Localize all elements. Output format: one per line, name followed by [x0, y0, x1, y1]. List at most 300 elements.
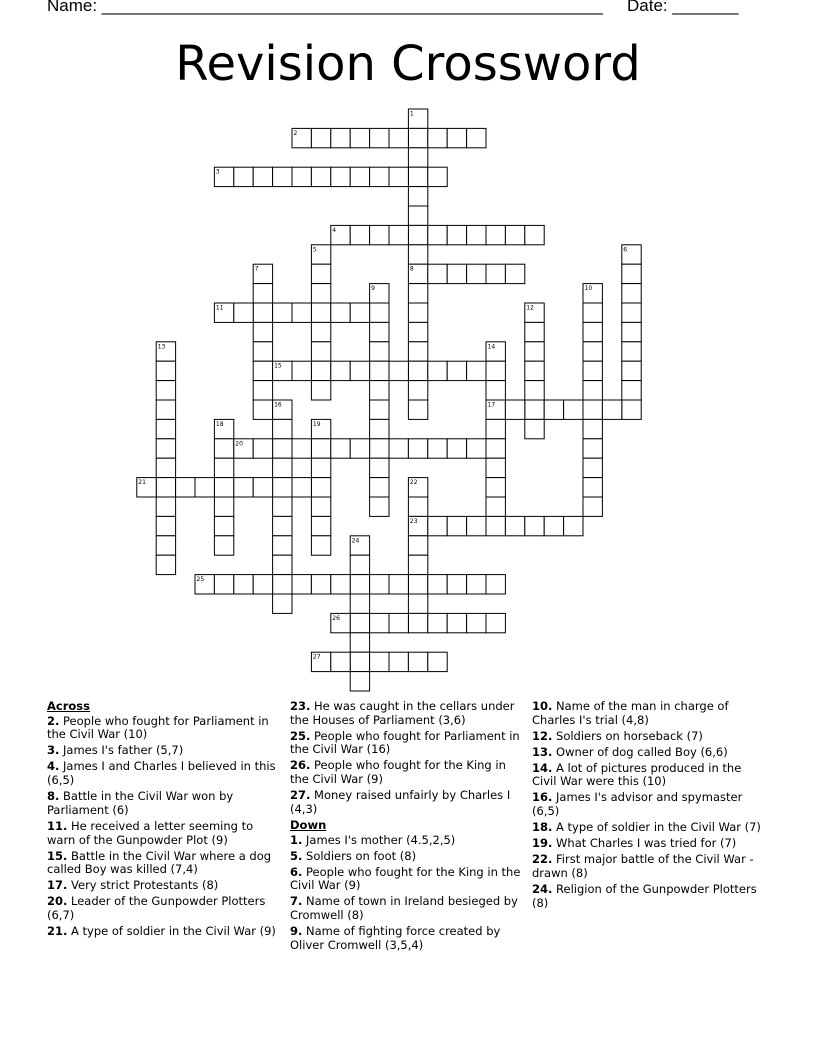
- grid-cell[interactable]: [331, 303, 350, 322]
- grid-cell[interactable]: [156, 400, 175, 419]
- grid-cell[interactable]: [273, 536, 292, 555]
- grid-cell[interactable]: [622, 342, 641, 361]
- clue-text: Name of the man in charge of Charles I's trial (4,8): [532, 699, 729, 727]
- grid-cell[interactable]: [370, 400, 389, 419]
- grid-cell[interactable]: [350, 555, 369, 574]
- clue-text: Soldiers on foot (8): [302, 848, 417, 863]
- clue-number: 18.: [532, 820, 553, 835]
- grid-cell[interactable]: [350, 439, 369, 458]
- grid-cell[interactable]: [525, 322, 544, 341]
- grid-cell[interactable]: [389, 361, 408, 380]
- grid-cell[interactable]: [408, 497, 427, 516]
- clue-text: Religion of the Gunpowder Plotters (8): [532, 881, 757, 910]
- grid-cell[interactable]: [156, 536, 175, 555]
- grid-cell[interactable]: [311, 439, 330, 458]
- grid-cell[interactable]: [370, 128, 389, 147]
- grid-cell[interactable]: [370, 361, 389, 380]
- grid-cell[interactable]: [370, 167, 389, 186]
- grid-cell[interactable]: [447, 128, 466, 147]
- grid-cell[interactable]: [350, 303, 369, 322]
- grid-cell[interactable]: [156, 478, 175, 497]
- clue-across: [47, 925, 277, 939]
- clue-text: Leader of the Gunpowder Plotters (6,7): [47, 894, 266, 922]
- clue-number: 20.: [47, 894, 68, 909]
- grid-cell[interactable]: [428, 264, 447, 283]
- grid-cell[interactable]: [311, 322, 330, 341]
- grid-cell[interactable]: [447, 439, 466, 458]
- grid-cell[interactable]: [428, 128, 447, 147]
- clue-text: Battle in the Civil War won by Parliament (6): [47, 789, 234, 817]
- grid-cell[interactable]: [195, 478, 214, 497]
- grid-cell[interactable]: [408, 284, 427, 303]
- grid-cell[interactable]: [447, 516, 466, 535]
- clue-down: [532, 883, 762, 910]
- grid-cell[interactable]: [234, 167, 253, 186]
- grid-cell[interactable]: [408, 439, 427, 458]
- clue-text: Battle in the Civil War where a dog called Boy was killed (7,4): [47, 848, 272, 877]
- grid-cell[interactable]: [467, 225, 486, 244]
- grid-cell[interactable]: [234, 478, 253, 497]
- grid-cell[interactable]: [564, 516, 583, 535]
- grid-cell[interactable]: [292, 439, 311, 458]
- grid-cell[interactable]: [273, 419, 292, 438]
- grid-cell[interactable]: [370, 478, 389, 497]
- grid-cell[interactable]: [602, 400, 621, 419]
- grid-cell[interactable]: [311, 167, 330, 186]
- grid-cell[interactable]: [311, 478, 330, 497]
- grid-cell[interactable]: [389, 439, 408, 458]
- grid-cell[interactable]: [467, 361, 486, 380]
- clue-number: 26.: [290, 758, 311, 773]
- grid-cell[interactable]: [350, 594, 369, 613]
- grid-cell[interactable]: [564, 400, 583, 419]
- grid-cell[interactable]: [273, 167, 292, 186]
- clue-text: Money raised unfairly by Charles I (4,3): [290, 788, 511, 816]
- grid-cell[interactable]: [486, 497, 505, 516]
- grid-cell[interactable]: [370, 303, 389, 322]
- grid-cell[interactable]: [622, 361, 641, 380]
- down-heading: Down: [290, 817, 327, 832]
- grid-cell[interactable]: [214, 575, 233, 594]
- grid-cell[interactable]: [486, 361, 505, 380]
- clue-number: 17.: [47, 878, 68, 893]
- grid-cell[interactable]: [408, 303, 427, 322]
- grid-cell[interactable]: [292, 361, 311, 380]
- clue-number-25: 25: [196, 576, 205, 584]
- grid-cell[interactable]: [311, 342, 330, 361]
- clue-number-2: 2: [293, 129, 298, 137]
- grid-cell[interactable]: [622, 303, 641, 322]
- grid-cell[interactable]: [156, 458, 175, 477]
- clue-number: 12.: [532, 728, 553, 743]
- grid-cell[interactable]: [214, 458, 233, 477]
- date-field[interactable]: Date: _______: [627, 0, 739, 15]
- grid-cell[interactable]: [389, 167, 408, 186]
- grid-cell[interactable]: [311, 575, 330, 594]
- grid-cell[interactable]: [389, 225, 408, 244]
- clue-text: He was caught in the cellars under the Houses of Parliament (3,6): [290, 699, 515, 727]
- clue-number-23: 23: [409, 517, 418, 525]
- grid-cell[interactable]: [505, 516, 524, 535]
- clue-across: [47, 790, 277, 817]
- clue-across: [47, 760, 277, 787]
- grid-cell[interactable]: [583, 458, 602, 477]
- grid-cell[interactable]: [389, 613, 408, 632]
- grid-cell[interactable]: [447, 225, 466, 244]
- grid-cell[interactable]: [467, 575, 486, 594]
- clue-text: A lot of pictures produced in the Civil War were this (10): [532, 760, 742, 789]
- grid-cell[interactable]: [370, 575, 389, 594]
- clue-number-19: 19: [312, 420, 321, 428]
- grid-cell[interactable]: [505, 225, 524, 244]
- grid-cell[interactable]: [486, 458, 505, 477]
- clue-number-4: 4: [332, 226, 337, 234]
- clue-text: People who fought for the King in the Civil War (9): [290, 864, 521, 893]
- grid-cell[interactable]: [428, 575, 447, 594]
- grid-cell[interactable]: [505, 264, 524, 283]
- clues-section: [47, 700, 787, 1000]
- grid-cell[interactable]: [214, 536, 233, 555]
- grid-cell[interactable]: [544, 516, 563, 535]
- grid-cell[interactable]: [350, 225, 369, 244]
- clue-down: [532, 746, 762, 760]
- grid-cell[interactable]: [583, 497, 602, 516]
- grid-cell[interactable]: [505, 400, 524, 419]
- grid-cell[interactable]: [525, 381, 544, 400]
- grid-cell[interactable]: [408, 536, 427, 555]
- grid-cell[interactable]: [408, 128, 427, 147]
- grid-cell[interactable]: [273, 594, 292, 613]
- grid-cell[interactable]: [331, 167, 350, 186]
- clue-across: [47, 895, 277, 922]
- grid-cell[interactable]: [253, 575, 272, 594]
- grid-cell[interactable]: [350, 613, 369, 632]
- clue-number: 14.: [532, 760, 553, 775]
- grid-cell[interactable]: [408, 342, 427, 361]
- clue-down: [532, 853, 762, 880]
- grid-cell[interactable]: [583, 439, 602, 458]
- clue-text: A type of soldier in the Civil War (7): [552, 820, 761, 835]
- grid-cell[interactable]: [447, 361, 466, 380]
- grid-cell[interactable]: [486, 478, 505, 497]
- grid-cell[interactable]: [408, 148, 427, 167]
- clue-text: People who fought for Parliament in the Civil War (16): [290, 728, 520, 757]
- grid-cell[interactable]: [350, 633, 369, 652]
- clue-number-13: 13: [157, 343, 166, 351]
- grid-cell[interactable]: [311, 284, 330, 303]
- clue-number: 22.: [532, 852, 553, 867]
- clue-down: [532, 762, 762, 789]
- grid-cell[interactable]: [486, 439, 505, 458]
- grid-cell[interactable]: [273, 303, 292, 322]
- grid-cell[interactable]: [311, 458, 330, 477]
- grid-cell[interactable]: [253, 361, 272, 380]
- clue-across: [47, 744, 277, 758]
- grid-cell[interactable]: [176, 478, 195, 497]
- grid-cell[interactable]: [350, 167, 369, 186]
- grid-cell[interactable]: [583, 478, 602, 497]
- grid-cell[interactable]: [214, 439, 233, 458]
- clue-across: [47, 715, 277, 742]
- clue-number-8: 8: [409, 265, 414, 273]
- grid-cell[interactable]: [486, 613, 505, 632]
- grid-cell[interactable]: [408, 594, 427, 613]
- grid-cell[interactable]: [253, 303, 272, 322]
- clue-number-26: 26: [332, 614, 340, 622]
- grid-cell[interactable]: [583, 381, 602, 400]
- clue-number: 4.: [47, 759, 60, 774]
- grid-cell[interactable]: [408, 652, 427, 671]
- clue-number-15: 15: [274, 362, 282, 370]
- grid-cell[interactable]: [253, 381, 272, 400]
- grid-cell[interactable]: [467, 128, 486, 147]
- clue-number: 21.: [47, 923, 68, 938]
- grid-cell[interactable]: [525, 516, 544, 535]
- grid-cell[interactable]: [350, 361, 369, 380]
- grid-cell[interactable]: [428, 516, 447, 535]
- grid-cell[interactable]: [370, 225, 389, 244]
- grid-cell[interactable]: [428, 361, 447, 380]
- clue-down: [532, 821, 762, 835]
- grid-cell[interactable]: [311, 516, 330, 535]
- clue-text: James I's advisor and spymaster (6,5): [532, 790, 743, 819]
- grid-cell[interactable]: [331, 361, 350, 380]
- grid-cell[interactable]: [408, 206, 427, 225]
- grid-cell[interactable]: [311, 536, 330, 555]
- grid-cell[interactable]: [253, 167, 272, 186]
- grid-cell[interactable]: [311, 497, 330, 516]
- grid-cell[interactable]: [525, 400, 544, 419]
- grid-cell[interactable]: [408, 322, 427, 341]
- grid-cell[interactable]: [583, 400, 602, 419]
- clue-across: [290, 759, 522, 786]
- clue-across: [290, 789, 522, 816]
- grid-cell[interactable]: [447, 575, 466, 594]
- grid-cell[interactable]: [273, 439, 292, 458]
- grid-cell[interactable]: [253, 400, 272, 419]
- grid-cell[interactable]: [234, 303, 253, 322]
- grid-cell[interactable]: [273, 516, 292, 535]
- clue-number-22: 22: [409, 479, 418, 487]
- grid-cell[interactable]: [156, 497, 175, 516]
- grid-cell[interactable]: [408, 187, 427, 206]
- grid-cell[interactable]: [622, 400, 641, 419]
- grid-cell[interactable]: [311, 361, 330, 380]
- grid-cell[interactable]: [214, 497, 233, 516]
- grid-cell[interactable]: [253, 342, 272, 361]
- grid-cell[interactable]: [525, 361, 544, 380]
- grid-cell[interactable]: [156, 555, 175, 574]
- grid-cell[interactable]: [389, 652, 408, 671]
- grid-cell[interactable]: [311, 128, 330, 147]
- grid-cell[interactable]: [370, 458, 389, 477]
- grid-cell[interactable]: [331, 575, 350, 594]
- clue-text: James I and Charles I believed in this (6,5): [47, 759, 276, 788]
- clue-number: 15.: [47, 848, 68, 863]
- clue-text: James I's father (5,7): [59, 743, 184, 758]
- grid-cell[interactable]: [370, 322, 389, 341]
- clue-down: [290, 895, 522, 922]
- grid-cell[interactable]: [428, 439, 447, 458]
- grid-cell[interactable]: [467, 613, 486, 632]
- grid-cell[interactable]: [428, 167, 447, 186]
- clue-number-5: 5: [312, 246, 317, 254]
- grid-cell[interactable]: [622, 322, 641, 341]
- clue-number-24: 24: [351, 537, 360, 545]
- grid-cell[interactable]: [292, 478, 311, 497]
- grid-cell[interactable]: [408, 555, 427, 574]
- grid-cell[interactable]: [350, 575, 369, 594]
- grid-cell[interactable]: [486, 575, 505, 594]
- grid-cell[interactable]: [583, 361, 602, 380]
- clue-number-27: 27: [312, 653, 321, 661]
- grid-cell[interactable]: [408, 361, 427, 380]
- grid-cell[interactable]: [214, 478, 233, 497]
- grid-cell[interactable]: [389, 575, 408, 594]
- grid-cell[interactable]: [311, 303, 330, 322]
- clue-number-6: 6: [623, 246, 628, 254]
- name-field[interactable]: Name: _____________________________________________________: [47, 0, 603, 15]
- grid-cell[interactable]: [311, 264, 330, 283]
- clues-column-2: [290, 700, 522, 955]
- grid-cell[interactable]: [156, 419, 175, 438]
- grid-cell[interactable]: [331, 439, 350, 458]
- clue-across: [290, 700, 522, 727]
- grid-cell[interactable]: [428, 225, 447, 244]
- grid-cell[interactable]: [273, 497, 292, 516]
- grid-cell[interactable]: [583, 342, 602, 361]
- grid-cell[interactable]: [234, 575, 253, 594]
- grid-cell[interactable]: [622, 284, 641, 303]
- clue-number-18: 18: [215, 420, 224, 428]
- clue-text: People who fought for the King in the Civil War (9): [290, 758, 506, 787]
- grid-cell[interactable]: [467, 264, 486, 283]
- clue-number: 7.: [290, 894, 303, 909]
- clue-number-12: 12: [526, 304, 534, 312]
- grid-cell[interactable]: [370, 497, 389, 516]
- grid-cell[interactable]: [408, 400, 427, 419]
- grid-cell[interactable]: [253, 284, 272, 303]
- grid-cell[interactable]: [292, 575, 311, 594]
- grid-cell[interactable]: [350, 672, 369, 691]
- clue-down: [532, 837, 762, 851]
- grid-cell[interactable]: [408, 613, 427, 632]
- clue-number: 2.: [47, 713, 60, 728]
- grid-cell[interactable]: [408, 575, 427, 594]
- clue-number-1: 1: [409, 110, 414, 118]
- clue-across: [47, 850, 277, 877]
- grid-cell[interactable]: [408, 225, 427, 244]
- grid-cell[interactable]: [408, 245, 427, 264]
- grid-cell[interactable]: [253, 439, 272, 458]
- clues-column-1: [47, 700, 277, 941]
- grid-cell[interactable]: [273, 555, 292, 574]
- grid-cell[interactable]: [525, 419, 544, 438]
- clue-number: 27.: [290, 788, 311, 803]
- grid-cell[interactable]: [370, 652, 389, 671]
- grid-cell[interactable]: [583, 322, 602, 341]
- grid-cell[interactable]: [467, 516, 486, 535]
- clue-number: 5.: [290, 848, 303, 863]
- grid-cell[interactable]: [214, 516, 233, 535]
- clue-down: [290, 850, 522, 864]
- clue-number: 1.: [290, 832, 303, 847]
- grid-cell[interactable]: [389, 128, 408, 147]
- grid-cell[interactable]: [350, 128, 369, 147]
- grid-cell[interactable]: [428, 613, 447, 632]
- grid-cell[interactable]: [408, 167, 427, 186]
- grid-cell[interactable]: [350, 652, 369, 671]
- grid-cell[interactable]: [273, 458, 292, 477]
- grid-cell[interactable]: [331, 128, 350, 147]
- grid-cell[interactable]: [447, 264, 466, 283]
- grid-cell[interactable]: [370, 342, 389, 361]
- grid-cell[interactable]: [273, 478, 292, 497]
- grid-cell[interactable]: [428, 652, 447, 671]
- grid-cell[interactable]: [156, 516, 175, 535]
- grid-cell[interactable]: [370, 381, 389, 400]
- grid-cell[interactable]: [486, 419, 505, 438]
- grid-cell[interactable]: [156, 361, 175, 380]
- grid-cell[interactable]: [331, 652, 350, 671]
- grid-cell[interactable]: [292, 303, 311, 322]
- clue-text: What Charles I was tried for (7): [552, 836, 737, 851]
- grid-cell[interactable]: [622, 381, 641, 400]
- grid-cell[interactable]: [486, 516, 505, 535]
- clue-number-11: 11: [215, 304, 224, 312]
- grid-cell[interactable]: [370, 613, 389, 632]
- clue-number: 10.: [532, 699, 553, 713]
- grid-cell[interactable]: [253, 322, 272, 341]
- grid-cell[interactable]: [486, 264, 505, 283]
- grid-cell[interactable]: [525, 342, 544, 361]
- clue-number: 23.: [290, 699, 311, 713]
- grid-cell[interactable]: [544, 400, 563, 419]
- grid-cell[interactable]: [486, 225, 505, 244]
- grid-cell[interactable]: [273, 575, 292, 594]
- grid-cell[interactable]: [525, 225, 544, 244]
- grid-cell[interactable]: [292, 167, 311, 186]
- grid-cell[interactable]: [408, 381, 427, 400]
- clue-number: 25.: [290, 728, 311, 743]
- clue-down: [290, 866, 522, 893]
- clue-across: [47, 820, 277, 847]
- clue-text: People who fought for Parliament in the Civil War (10): [47, 713, 269, 742]
- clue-number-17: 17: [487, 401, 496, 409]
- grid-cell[interactable]: [156, 381, 175, 400]
- grid-cell[interactable]: [253, 478, 272, 497]
- grid-cell[interactable]: [622, 264, 641, 283]
- clues-column-3: [532, 700, 762, 913]
- grid-cell[interactable]: [486, 381, 505, 400]
- clue-number: 16.: [532, 790, 553, 805]
- grid-cell[interactable]: [156, 439, 175, 458]
- clue-across: [290, 730, 522, 757]
- grid-cell[interactable]: [583, 303, 602, 322]
- grid-cell[interactable]: [370, 419, 389, 438]
- grid-cell[interactable]: [467, 439, 486, 458]
- clue-number: 8.: [47, 789, 60, 804]
- grid-cell[interactable]: [583, 419, 602, 438]
- grid-cell[interactable]: [447, 613, 466, 632]
- clue-across: [47, 879, 277, 893]
- grid-cell[interactable]: [370, 439, 389, 458]
- clue-down: [290, 925, 522, 952]
- clue-text: A type of soldier in the Civil War (9): [67, 923, 276, 938]
- grid-cell[interactable]: [311, 381, 330, 400]
- clue-text: Owner of dog called Boy (6,6): [552, 744, 728, 759]
- clue-number: 6.: [290, 864, 303, 879]
